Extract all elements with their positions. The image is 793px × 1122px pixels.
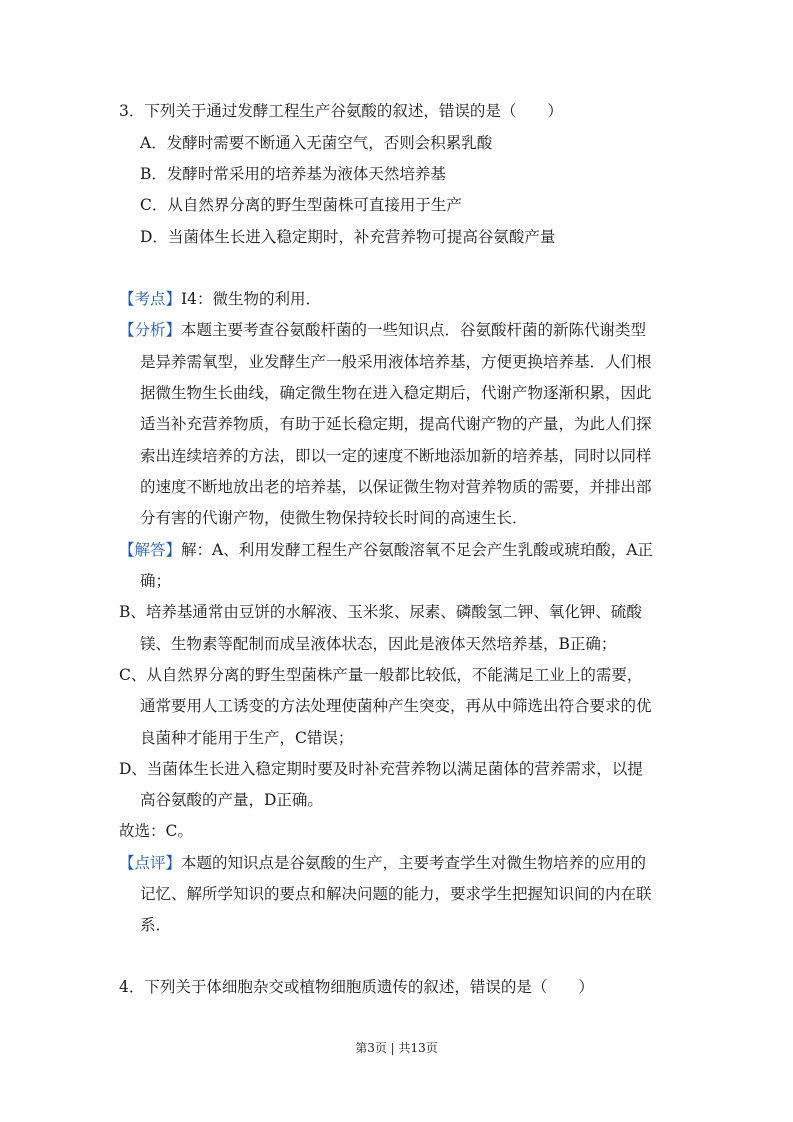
fenxi-line-1 <box>119 320 646 340</box>
question-3-option-c: C．从自然界分离的野生型菌株可直接用于生产 <box>140 196 462 214</box>
question-3-option-d: D．当菌体生长进入稳定期时，补充营养物可提高谷氨酸产量 <box>140 228 556 246</box>
dianping-line-3: 系． <box>140 916 172 934</box>
fenxi-line-5: 索出连续培养的方法，即以一定的速度不断地添加新的培养基，同时以同样 <box>140 447 652 465</box>
fenxi-line-6: 的速度不断地放出老的培养基，以保证微生物对营养物质的需要，并排出部 <box>140 478 652 496</box>
kaodian-text: I4：微生物的利用． <box>181 290 322 308</box>
jieda-line-6: 通常要用人工诱变的方法处理使菌种产生突变，再从中筛选出符合要求的优 <box>140 697 652 715</box>
jieda-line-9: 高谷氨酸的产量，D正确。 <box>140 791 323 809</box>
jieda-line-3: B、培养基通常由豆饼的水解液、玉米浆、尿素、磷酸氢二钾、氧化钾、硫酸 <box>119 603 642 621</box>
question-3-stem: 3．下列关于通过发酵工程生产谷氨酸的叙述，错误的是（ ） <box>119 102 563 120</box>
dianping-tag: 【点评】 <box>119 854 182 872</box>
jieda-line-2: 确； <box>140 572 172 590</box>
fenxi-line-7: 分有害的代谢产物，使微生物保持较长时间的高速生长． <box>140 509 528 527</box>
question-3-option-a: A．发酵时需要不断通入无菌空气，否则会积累乳酸 <box>140 134 493 152</box>
dianping-line-2: 记忆、解所学知识的要点和解决问题的能力，要求学生把握知识间的内在联 <box>140 885 652 903</box>
page-footer: 第3页 | 共13页 <box>355 1041 438 1055</box>
kaodian-section <box>119 289 321 309</box>
jieda-line-4: 镁、生物素等配制而成呈液体状态，因此是液体天然培养基，B正确； <box>140 635 617 653</box>
fenxi-line-4: 适当补充营养物质，有助于延长稳定期，提高代谢产物的产量，为此人们探 <box>140 415 652 433</box>
jieda-line-8: D、当菌体生长进入稳定期时要及时补充营养物以满足菌体的营养需求，以提 <box>119 760 643 778</box>
jieda-tag: 【解答】 <box>119 541 182 559</box>
jieda-text: 解：A、利用发酵工程生产谷氨酸溶氧不足会产生乳酸或琥珀酸，A正 <box>181 541 653 559</box>
dianping-text: 本题的知识点是谷氨酸的生产，主要考查学生对微生物培养的应用的 <box>181 854 647 872</box>
question-4-stem: 4．下列关于体细胞杂交或植物细胞质遗传的叙述，错误的是（ ） <box>119 978 594 996</box>
question-3-option-b: B．发酵时常采用的培养基为液体天然培养基 <box>140 165 446 183</box>
fenxi-tag: 【分析】 <box>119 321 182 339</box>
fenxi-text: 本题主要考查谷氨酸杆菌的一些知识点．谷氨酸杆菌的新陈代谢类型 <box>181 321 647 339</box>
kaodian-tag: 【考点】 <box>119 290 182 308</box>
answer-choice: 故选：C。 <box>119 822 193 840</box>
fenxi-line-3: 据微生物生长曲线，确定微生物在进入稳定期后，代谢产物逐渐积累，因此 <box>140 384 652 402</box>
jieda-line-7: 良菌种才能用于生产，C错误； <box>140 729 354 747</box>
dianping-line-1 <box>119 853 646 873</box>
jieda-line-1 <box>119 540 653 560</box>
fenxi-line-2: 是异养需氧型，业发酵生产一般采用液体培养基，方便更换培养基．人们根 <box>140 353 652 371</box>
jieda-line-5: C、从自然界分离的野生型菌株产量一般都比较低，不能满足工业上的需要， <box>119 666 643 684</box>
